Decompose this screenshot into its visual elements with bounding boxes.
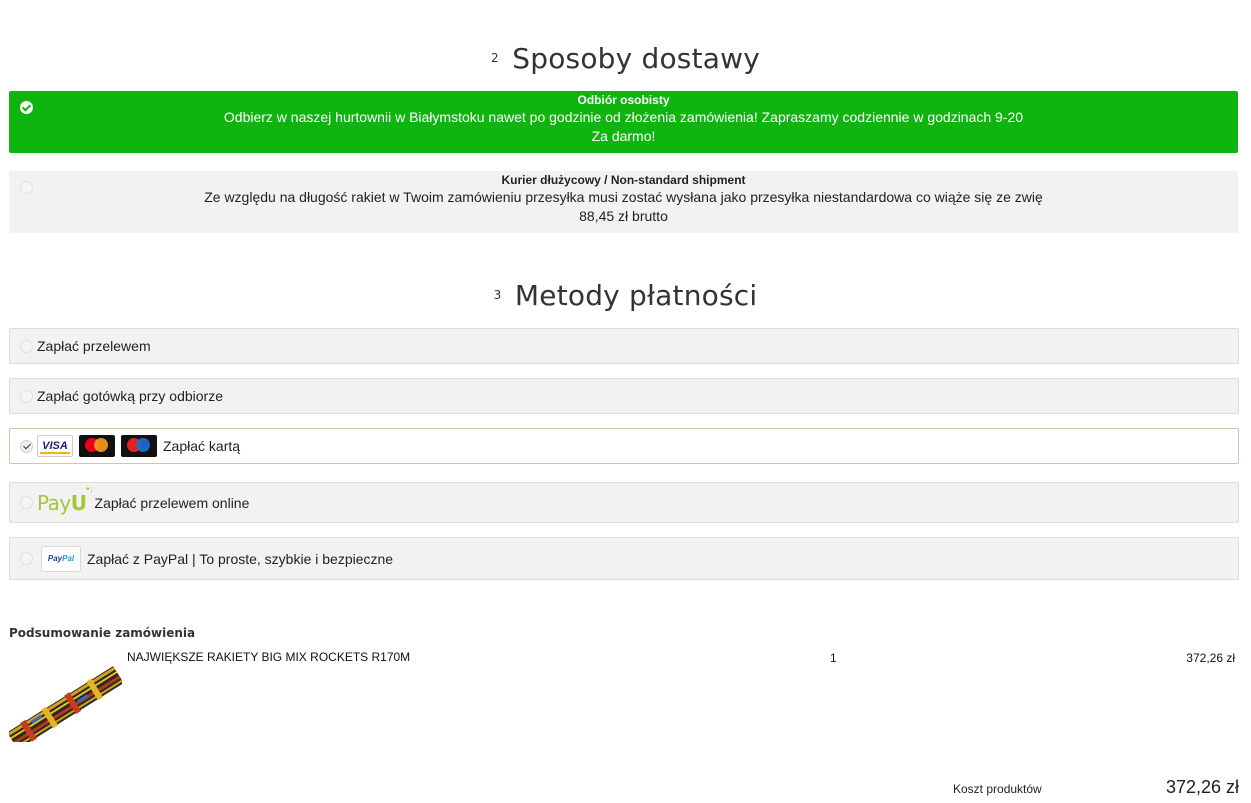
payu-logo-text-a: Pay (37, 490, 71, 515)
payment-section-title (0, 279, 1251, 312)
payment-option-transfer[interactable] (9, 328, 1239, 364)
paypal-logo-text-b: Pal (62, 554, 75, 563)
payment-option-paypal[interactable] (9, 537, 1239, 580)
shipping-option-name: Odbiór osobisty (577, 93, 670, 107)
products-cost-label: Koszt produktów (953, 782, 1042, 796)
radio-unchecked-icon[interactable] (20, 181, 33, 194)
shipping-option-name: Kurier dłużycowy / Non-standard shipment (501, 173, 746, 187)
payu-logo-text-b: U (70, 490, 87, 515)
radio-checked-icon[interactable] (20, 101, 33, 114)
shipping-option-courier[interactable] (9, 171, 1238, 233)
payment-option-card[interactable] (9, 428, 1239, 464)
product-image[interactable] (9, 664, 122, 742)
paypal-logo-text-a: Pay (47, 554, 63, 563)
section-title-text: Sposoby dostawy (512, 42, 761, 75)
paypal-logo-icon (41, 546, 81, 572)
product-quantity: 1 (830, 651, 837, 665)
payment-option-payu[interactable] (9, 482, 1239, 523)
payment-option-label: Zapłać kartą (163, 438, 241, 454)
radio-unchecked-icon[interactable] (20, 390, 33, 403)
visa-logo-text: VISA (42, 440, 68, 452)
radio-unchecked-icon[interactable] (20, 496, 33, 509)
radio-checked-icon[interactable] (20, 440, 33, 453)
product-name[interactable]: NAJWIĘKSZE RAKIETY BIG MIX ROCKETS R170M (127, 650, 411, 664)
shipping-option-description: Ze względu na długość rakiet w Twoim zamówieniu przesyłka musi zostać wysłana jako przesyłka niestandardowa co wiąże się ze zwię (204, 189, 1043, 205)
shipping-section-title (0, 42, 1251, 75)
step-number: 3 (493, 288, 502, 302)
radio-unchecked-icon[interactable] (20, 552, 33, 565)
payment-option-label: Zapłać przelewem (37, 338, 151, 354)
radio-unchecked-icon[interactable] (20, 340, 33, 353)
mastercard-logo-icon (79, 435, 115, 457)
shipping-option-description: Odbierz w naszej hurtownii w Białymstoku nawet po godzinie od złożenia zamówienia! Zapraszamy codziennie w godzinach 9-20 (223, 109, 1024, 125)
maestro-logo-icon (121, 435, 157, 457)
payment-option-label: Zapłać przelewem online (94, 494, 250, 511)
shipping-option-price: Za darmo! (591, 128, 656, 144)
products-cost-value: 372,26 zł (1165, 777, 1239, 797)
payment-option-cash-on-delivery[interactable] (9, 378, 1239, 414)
payment-option-label: Zapłać z PayPal | To proste, szybkie i bezpieczne (87, 550, 394, 567)
shipping-option-price: 88,45 zł brutto (579, 208, 668, 224)
step-number: 2 (490, 51, 499, 65)
product-price: 372,26 zł (1186, 651, 1235, 665)
shipping-option-personal-pickup[interactable] (9, 91, 1238, 153)
payu-logo-icon: PayU •: (37, 484, 93, 515)
section-title-text: Metody płatności (514, 279, 758, 312)
order-summary-title: Podsumowanie zamówienia (9, 626, 196, 640)
visa-logo-icon (37, 435, 73, 457)
payment-option-label: Zapłać gotówką przy odbiorze (37, 388, 223, 404)
